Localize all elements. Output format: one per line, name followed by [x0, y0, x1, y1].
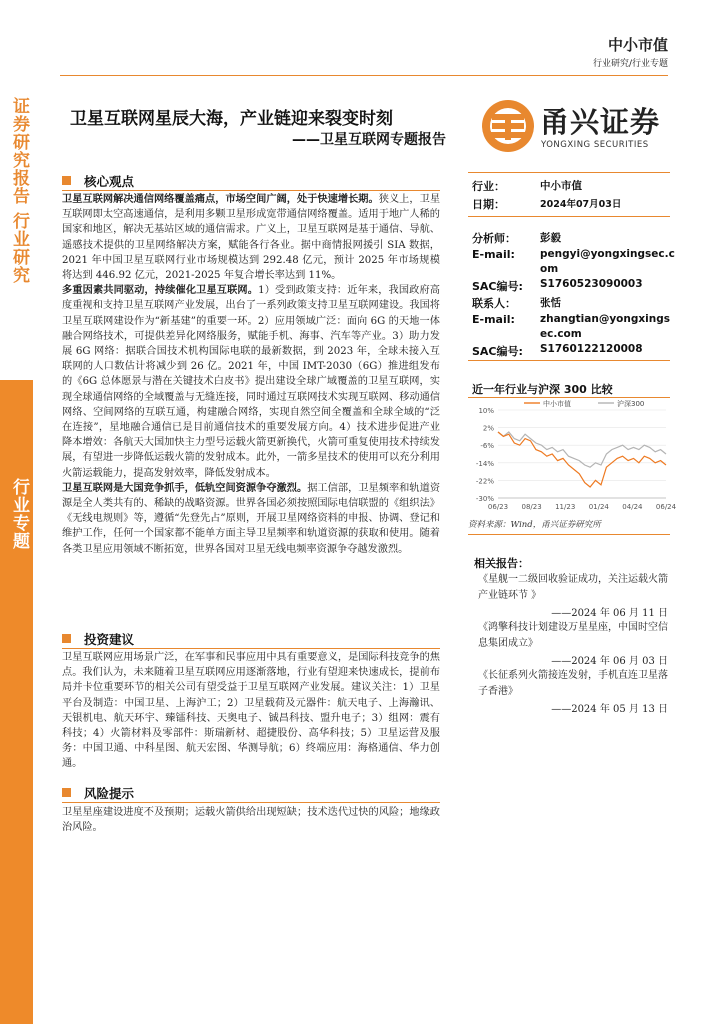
meta-contact-label: 联系人： [472, 297, 516, 310]
chart-series-line-csi300 [498, 432, 666, 467]
chart-source: 资料来源：Wind，甬兴证券研究所 [468, 520, 601, 530]
investment-marker [62, 634, 71, 643]
core-view-para-3-text: 据工信部，卫星频率和轨道资源是全人类共有的、稀缺的战略资源。世界各国必须按照国际电信联盟的《组织法》《无线电规则》等，遵循“先登先占”原则，开展卫星网络资料的申报、协调、登记和维护工作，任何一个国家都不能单方面主导卫星频率和轨道资源的获取和使用。随着各类卫星应用领域不断拓宽，世界各国对卫星无线电频率资源争夺越发激烈。 [62, 482, 441, 555]
chart-x-tick-label: 11/23 [555, 503, 576, 511]
investment-body [62, 650, 440, 772]
risk-body [62, 805, 440, 835]
investment-heading: 投资建议 [84, 632, 135, 647]
core-view-rule [62, 190, 440, 191]
company-name-cn: 甬兴证券 [540, 105, 661, 139]
chart-y-tick-label: -30% [475, 495, 494, 503]
related-item-2-title[interactable]: 《鸿擎科技计划建设万星星座，中国时空信息集团成立》 [478, 622, 668, 649]
risk-rule [62, 802, 440, 803]
core-view-para-2 [62, 283, 440, 481]
company-name-en: YONGXING SECURITIES [541, 140, 649, 150]
meta-email2-line2[interactable]: ec.com [540, 328, 582, 340]
chart-y-tick-label: 10% [478, 407, 494, 415]
chart-x-ticks [488, 503, 677, 511]
core-view-para-3 [62, 481, 440, 557]
related-item-1-title[interactable]: 《星舰一二级回收验证成功，关注运载火箭产业链环节 》 [478, 574, 668, 601]
related-item-1-date: ——2024 年 06 月 11 日 [551, 608, 668, 619]
chart-x-tick-label: 04/24 [622, 503, 643, 511]
core-view-para-1 [62, 192, 440, 283]
related-item-2-date: ——2024 年 06 月 03 日 [551, 656, 668, 667]
header-subcategory: 行业研究/行业专题 [592, 59, 668, 69]
chart-x-tick-label: 01/24 [588, 503, 609, 511]
report-title: 卫星互联网星辰大海，产业链迎来裂变时刻 [70, 109, 393, 129]
chart-y-ticks [476, 407, 494, 503]
header-category: 中小市值 [607, 36, 668, 54]
related-heading: 相关报告： [474, 557, 529, 570]
core-view-para-2-bold: 多重因素共同驱动，持续催化卫星互联网。 [62, 285, 259, 297]
chart-title: 近一年行业与沪深 300 比较 [472, 383, 613, 396]
side-band-top-label: 证券研究报告 行业研究 [9, 97, 29, 284]
meta-analyst-value: 彭毅 [540, 232, 561, 244]
core-view-marker [62, 176, 71, 185]
chart-legend-label: 中小市值 [543, 400, 571, 408]
risk-heading: 风险提示 [84, 786, 135, 801]
chart-x-tick-label: 06/23 [487, 503, 509, 511]
meta-email1-label: E-mail: [472, 248, 515, 261]
meta-industry-value: 中小市值 [540, 180, 582, 192]
core-view-para-1-bold: 卫星互联网解决通信网络覆盖痛点，市场空间广阔，处于快速增长期。 [62, 194, 379, 205]
chart-grid [498, 410, 666, 498]
meta-bottom-rule [468, 360, 670, 361]
chart-y-tick-label: -14% [475, 459, 494, 468]
meta-industry-label: 行业： [472, 180, 505, 193]
meta-mid-rule [468, 216, 670, 217]
chart-series-line-industry [498, 432, 666, 487]
header-divider [60, 75, 668, 76]
chart-y-tick-label: -22% [475, 477, 494, 486]
risk-text: 卫星星座建设进度不及预期；运载火箭供给出现短缺；技术迭代过快的风险；地缘政治风险。 [62, 807, 440, 834]
meta-sac2-label: SAC编号: [472, 345, 523, 358]
chart-x-tick-label: 06/24 [655, 503, 677, 511]
meta-analyst-label: 分析师： [472, 232, 516, 245]
chart-y-tick-label: 2% [482, 424, 494, 433]
core-view-heading: 核心观点 [84, 174, 135, 189]
meta-sac1-label: SAC编号: [472, 280, 523, 293]
core-view-para-3-bold: 卫星互联网是大国竞争抓手，低轨空间资源争夺激烈。 [62, 482, 308, 494]
chart-legend-label: 沪深300 [617, 400, 645, 408]
meta-sac1-value: S1760523090003 [540, 278, 643, 290]
meta-date-label: 日期： [472, 198, 505, 211]
comparison-chart [464, 398, 677, 516]
core-view-body [62, 192, 440, 557]
chart-y-tick-label: -6% [480, 442, 494, 451]
chart-bottom-rule [468, 534, 670, 535]
meta-top-rule [468, 172, 670, 173]
meta-sac2-value: S1760122120008 [540, 343, 643, 355]
meta-email1-line1[interactable]: pengyi@yongxingsec.c [540, 248, 675, 260]
company-logo-icon [478, 96, 538, 156]
meta-email1-line2[interactable]: om [540, 263, 559, 275]
side-band-bottom [0, 380, 33, 1024]
side-band-bottom-label: 行业专题 [9, 478, 29, 550]
core-view-para-1-text: 狭义上，卫星互联网即太空高速通信，是利用多颗卫星形成宽带通信网络覆盖。适用于地广人稀的国家和地区，解决无基站区域的通信需求。广义上，卫星互联网是基于通信、导航、遥感技术提供的卫星网络解决方案，赋能各行各业。据中商情报网援引 SIA 数据，2021 年中国卫星互联网行业市场规模达到 292.48 亿元，预计 2025 年市场规模将达到 446.92 亿元，2021-2025 年复合增长率达到 11%。 [62, 194, 441, 282]
chart-legend [524, 399, 644, 408]
chart-x-tick-label: 08/23 [521, 503, 542, 511]
report-subtitle: ——卫星互联网专题报告 [292, 132, 446, 148]
investment-text: 卫星互联网应用场景广泛，在军事和民事应用中具有重要意义，是国际科技竞争的焦点。我们认为，未来随着卫星互联网应用逐渐落地，行业有望迎来快速成长，提前布局并卡位重要环节的相关公司有望受益于卫星互联网产业发展。建议关注：1）卫星平台及制造：中国卫星、上海沪工；2）卫星载荷及元器件：航天电子、上海瀚讯、天银机电、航天环宇、臻镭科技、天奥电子、铖昌科技、盟升电子；3）组网：震有科技；4）火箭材料及零部件：斯瑞新材、超捷股份、高华科技；5）卫星运营及服务：中国卫通、中科星图、航天宏图、华测导航；6）终端应用：海格通信、华力创通。 [62, 652, 440, 770]
related-item-3-title[interactable]: 《长征系列火箭接连发射，手机直连卫星落子香港》 [478, 670, 668, 697]
meta-date-value: 2024年07月03日 [540, 199, 622, 210]
chart-series [498, 432, 666, 487]
related-item-3-date: ——2024 年 05 月 13 日 [551, 704, 668, 715]
meta-contact-value: 张恬 [540, 297, 561, 309]
meta-email2-line1[interactable]: zhangtian@yongxings [540, 313, 671, 325]
meta-email2-label: E-mail: [472, 313, 515, 326]
core-view-para-2-text: 1）受到政策支持：近年来，我国政府高度重视和支持卫星互联网产业发展，出台了一系列政策支持卫星互联网建设。我国将卫星互联网建设作为“新基建”的重要一环。2）应用领域广泛：面向 6G 的天地一体融合网络技术，可提供差异化网络服务，赋能手机、海事、汽车等产业。3）助力发展 6G 网络：据联合国技术机构国际电联的最新数据，到 2023 年，全球未接入互联网的人口数估计将减少到 26 亿。2021 年，中国 IMT-2030（6G）推进组发布的《6G 总体愿景与潜在关键技术白皮书》提出建设全球广域覆盖的卫星互联网，实现全球通信网络的全域覆盖与无缝连接，同时通过互联网技术实现互联网、移动通信网络、空间网络的互联互通，构建融合网络，实现自然空间全覆盖和全球全域的“泛在连接”，星地融合通信已是目前通信技术的重要发展方向。4）技术进步促进产业降本增效：各航天大国加快主力型号运载火箭更新换代，火箭可重复使用技术持续发展，有望进一步降低运载火箭的发射成本。此外，一箭多星技术的使用可以充分利用火箭运载能力，提高发射效率，降低发射成本。 [62, 285, 440, 479]
risk-marker [62, 788, 71, 797]
investment-rule [62, 648, 440, 649]
